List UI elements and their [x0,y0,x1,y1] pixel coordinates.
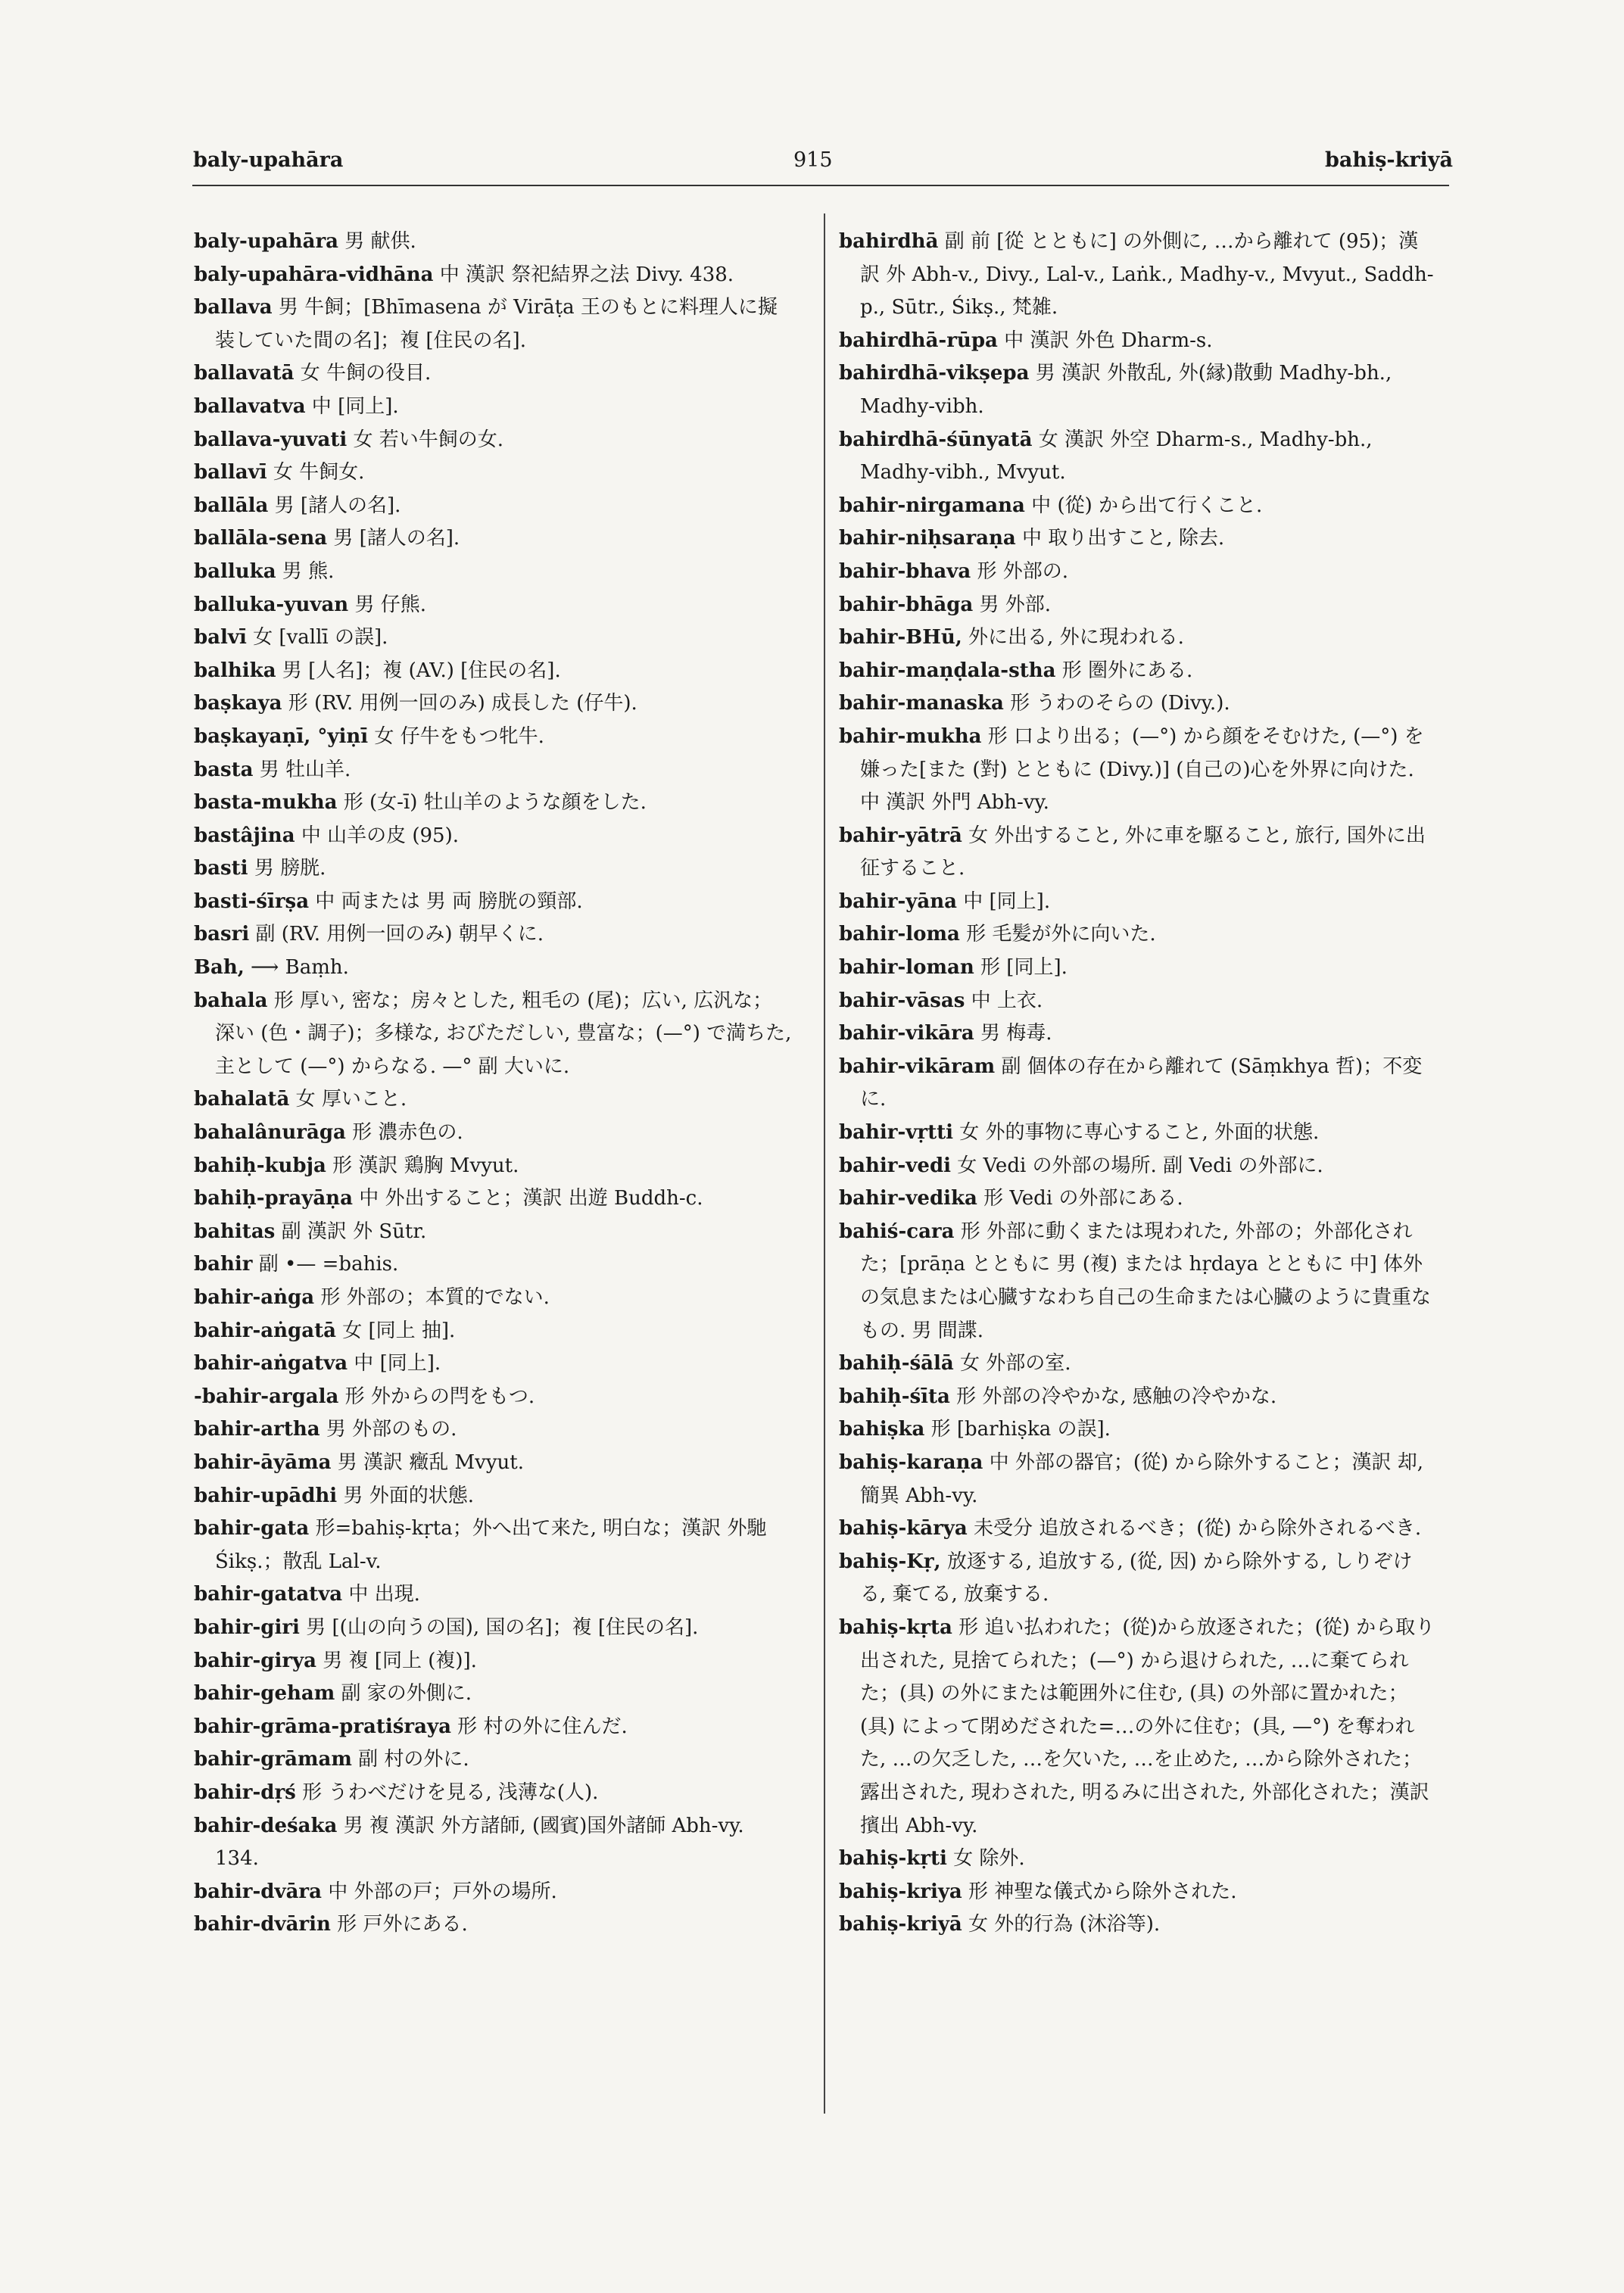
headword: bahiṣ-karaṇa [839,1450,983,1474]
headword: bahir-artha [194,1418,320,1441]
definition: 女 外出すること, 外に車を駆ること, 旅行, 国外に出征すること. [860,824,1426,880]
dictionary-entry [839,820,1437,886]
headword: balluka-yuvan [194,593,349,616]
headword: bahir-bhāga [839,593,974,616]
dictionary-entry [194,1083,792,1117]
headword: bahiṣ-kriya [839,1880,962,1903]
definition: 副 漢訳 外 Sūtr. [275,1220,427,1243]
dictionary-entry [839,1843,1437,1876]
headword: balluka [194,559,276,583]
headword: bahirdhā-śūnyatā [839,428,1033,451]
definition: 形 毛髪が外に向いた. [959,923,1156,946]
definition: 形 (女-ī) 牡山羊のような顔をした. [337,791,647,815]
headword: bahiḥ-kubja [194,1154,326,1177]
definition: 副 村の外に. [351,1748,469,1771]
dictionary-entry [839,1017,1437,1051]
headword: bahir-vāsas [839,989,965,1012]
dictionary-entry [839,985,1437,1018]
headword: bahir-gatatva [194,1583,343,1606]
dictionary-entry [194,556,792,589]
definition: 中 外部の戸；戸外の場所. [321,1880,557,1903]
headword: bahiś-cara [839,1220,955,1243]
headword: Bah, [194,956,245,980]
headword: basta [194,758,254,781]
headword: ballavatva [194,394,306,418]
headword: bahirdhā [839,230,939,253]
dictionary-entry [194,357,792,391]
dictionary-entry [839,522,1437,556]
definition: 女 牛飼の役目. [294,362,432,385]
definition: 女 仔牛をもつ牝牛. [368,724,544,748]
dictionary-entry [839,1908,1437,1942]
headword: ballava-yuvati [194,428,348,451]
dictionary-entry [194,490,792,523]
definition: 副 (RV. 用例一回のみ) 朝早くに. [249,923,544,946]
definition: 男 牛飼；[Bhīmasena が Virāṭa 王のもとに料理人に擬装していた間の名]；複 [住民の名]. [215,296,778,352]
definition: 男 膀胱. [248,857,326,880]
dictionary-entry [194,226,792,259]
headword: bahir-aṅgatva [194,1352,348,1375]
definition: 形 外部の冷やかな, 感触の冷やかな. [949,1385,1277,1408]
definition: 男 外面的状態. [337,1484,474,1507]
definition: 形 [barhiṣka の誤]. [924,1418,1111,1441]
dictionary-entry [194,886,792,919]
headword: bahir-grāma-pratiśraya [194,1715,451,1738]
headword: baly-upahāra-vidhāna [194,263,434,286]
headword: basti-śīrṣa [194,889,310,913]
headword: bahiṣ-kṛta [839,1615,952,1639]
definition: 形 厚い, 密な；房々とした, 粗毛の (尾)；広い, 広汎な；深い (色・調子)；多様な, おびただしい, 豊富な；(—°) で満ちた, 主として (—°) からなる. —° 副 大いに. [215,989,792,1078]
definition: 副 前 [從 とともに] の外側に, …から離れて (95)；漢訳 外 Abh-v., Divy., Lal-v., Laṅk., Madhy-v., Mvyut., Saddh-p., Sūtr., Śikṣ., 梵雑. [860,230,1434,319]
dictionary-entry [194,1182,792,1216]
dictionary-entry [194,1347,792,1381]
definition: 形 神聖な儀式から除外された. [962,1880,1237,1903]
definition: 形 圏外にある. [1055,659,1193,682]
definition: 男 [(山の向うの国), 国の名]；複 [住民の名]. [299,1615,699,1639]
definition: 男 牡山羊. [253,758,351,781]
dictionary-entry [839,687,1437,721]
dictionary-entry [839,1546,1437,1612]
headword: bahir-dṛś [194,1781,296,1804]
dictionary-entry [194,1612,792,1645]
definition: 形 外部に動くまたは現われた, 外部の；外部化された；[prāṇa とともに 男 (複) または hṛdaya とともに 中] 体外の気息または心臓すなわち自己の生命または心臓のように貴重なもの. 男 間諜. [860,1220,1432,1342]
definition: 中 [同上]. [957,889,1051,913]
dictionary-entry [194,1578,792,1612]
headword: bahir-vedi [839,1154,952,1177]
headword: bahir-giri [194,1615,300,1639]
dictionary-entry [839,357,1437,423]
headword: baṣkayaṇī, °yiṇī [194,724,369,748]
dictionary-entry [194,754,792,787]
headword: bahiṣ-kṛti [839,1847,947,1871]
headword: bahir-bhava [839,559,971,583]
running-head-right: bahiṣ-kriyā [1324,148,1453,172]
dictionary-entry [194,1908,792,1942]
headword: bahir-manaska [839,692,1004,715]
headword: bahir-vedika [839,1187,977,1210]
dictionary-entry [194,259,792,292]
definition: 形 戸外にある. [330,1913,468,1936]
dictionary-entry [839,1150,1437,1183]
definition: 形 濃赤色の. [345,1121,463,1145]
headword: bahiḥ-śīta [839,1385,950,1408]
dictionary-entry [839,1117,1437,1150]
dictionary-entry [194,1248,792,1282]
definition: 中 漢訳 祭祀結界之法 Divy. 438. [433,263,734,286]
dictionary-entry [194,622,792,655]
dictionary-entry [194,655,792,688]
headword: bastâjina [194,824,295,847]
headword: bahir-yāna [839,889,957,913]
definition: 副 個体の存在から離れて (Sāṃkhya 哲)；不変に. [860,1055,1423,1111]
headword: bahir-loman [839,956,974,980]
definition: 女 外部の室. [953,1352,1071,1375]
definition: 中 (從) から出て行くこと. [1024,494,1263,517]
dictionary-entry [839,424,1437,490]
dictionary-entry [194,1282,792,1315]
headword: bahir-upādhi [194,1484,338,1507]
definition: 女 Vedi の外部の場所. 副 Vedi の外部に. [951,1154,1323,1177]
definition: 男 [人名]；複 (AV.) [住民の名]. [276,659,561,682]
dictionary-entry [194,1216,792,1249]
headword: bahiṣ-kriyā [839,1913,962,1936]
headword: bahalânurāga [194,1121,346,1145]
dictionary-entry [194,1150,792,1183]
dictionary-entry [194,1447,792,1480]
dictionary-entry [194,918,792,952]
dictionary-entry [839,1447,1437,1513]
headword: bahir [194,1253,253,1276]
definition: 男 [諸人の名]. [327,527,460,550]
dictionary-entry [194,1513,792,1578]
definition: 中 [同上]. [305,394,399,418]
definition: 女 [同上 抽]. [335,1319,456,1342]
definition: 男 複 漢訳 外方諸師, (國賓)国外諸師 Abh-vy. 134. [215,1814,744,1871]
headword: bahir-āyāma [194,1450,332,1474]
headword: bahiṣ-Kṛ, [839,1550,941,1573]
headword: bahir-aṅga [194,1286,315,1309]
dictionary-entry [839,589,1437,622]
dictionary-entry [194,787,792,820]
headword: bahir-mukha [839,724,982,748]
headword: bahala [194,989,268,1012]
dictionary-entry [839,325,1437,358]
dictionary-entry [194,1413,792,1447]
headword: bahir-grāmam [194,1748,352,1771]
headword: bahiṣka [839,1418,925,1441]
headword: basti [194,857,248,880]
headword: bahir-deśaka [194,1814,338,1837]
headword: basri [194,923,250,946]
definition: 形 (RV. 用例一回のみ) 成長した (仔牛). [282,692,637,715]
dictionary-entry [839,1612,1437,1843]
dictionary-entry [839,952,1437,985]
definition: 形 外部の；本質的でない. [314,1286,550,1309]
headword: bahir-vikāram [839,1055,996,1078]
headword: bahir-vikāra [839,1022,974,1045]
headword: bahir-dvāra [194,1880,322,1903]
definition: 形 うわべだけを見る, 浅薄な(人). [295,1781,599,1804]
dictionary-entry [194,721,792,754]
headword: baṣkaya [194,692,282,715]
definition: 中 外出すること；漢訳 出遊 Buddh-c. [352,1187,703,1210]
definition: 男 仔熊. [348,593,427,616]
definition: 未受分 追放されるべき；(從) から除外されるべき. [967,1517,1422,1541]
headword: ballava [194,296,273,319]
dictionary-entry [194,391,792,424]
headword: bahir-maṇḍala-stha [839,659,1056,682]
definition: 男 梅毒. [974,1022,1052,1045]
definition: 副 家の外側に. [335,1682,472,1706]
headword: bahir-geham [194,1682,335,1706]
headword: bahir-gata [194,1517,310,1541]
dictionary-entry [194,1381,792,1414]
headword: bahiṣ-kārya [839,1517,968,1541]
definition: 女 牛飼女. [267,461,365,484]
headword: -bahir-argala [194,1385,339,1408]
dictionary-entry [194,456,792,490]
dictionary-entry [194,1711,792,1744]
definition: 形 外からの閂をもつ. [338,1385,535,1408]
dictionary-entry [194,1777,792,1810]
headword: bahir-BHū, [839,626,962,650]
definition: 外に出る, 外に現われる. [962,626,1184,650]
definition: 中 [同上]. [348,1352,441,1375]
headword: ballavī [194,461,267,484]
dictionary-entry [839,622,1437,655]
page-number: 915 [793,148,833,172]
definition: 男 漢訳 外散乱, 外(縁)散動 Madhy-bh., Madhy-vibh. [860,362,1392,418]
headword: balvī [194,626,247,650]
definition: 形 [同上]. [974,956,1068,980]
dictionary-entry [194,820,792,853]
dictionary-entry [194,1678,792,1711]
definition: 中 外部の器官；(從) から除外すること；漢訳 却, 簡異 Abh-vy. [860,1450,1424,1507]
dictionary-entry [839,721,1437,820]
headword: bahiḥ-śālā [839,1352,954,1375]
definition: 女 漢訳 外空 Dharm-s., Madhy-bh., Madhy-vibh., Mvyut. [860,428,1373,484]
dictionary-entry [194,1480,792,1513]
definition: 女 除外. [946,1847,1025,1871]
headword: bahir-yātrā [839,824,962,847]
headword: basta-mukha [194,791,338,815]
dictionary-entry [194,589,792,622]
dictionary-entry [194,1645,792,1678]
definition: 女 外的事物に専心すること, 外面的状態. [953,1121,1320,1145]
dictionary-entry [839,1876,1437,1909]
definition: 中 漢訳 外色 Dharm-s. [997,329,1213,352]
definition: 男 献供. [338,230,416,253]
definition: 形 漢訳 鶏胸 Mvyut. [326,1154,519,1177]
dictionary-entry [194,1117,792,1150]
dictionary-entry [839,1216,1437,1347]
definition: 男 外部. [973,593,1052,616]
definition: 男 [諸人の名]. [268,494,401,517]
headword: bahir-dvārin [194,1913,331,1936]
definition: 形=bahiṣ-kṛta；外へ出て来た, 明白な；漢訳 外馳 Śikṣ.；散乱 Lal-v. [215,1517,767,1573]
column-divider [824,213,825,2114]
definition: 形 Vedi の外部にある. [977,1187,1183,1210]
dictionary-entry [839,886,1437,919]
headword: ballāla [194,494,269,517]
definition: 男 漢訳 癥乱 Mvyut. [331,1450,524,1474]
dictionary-entry [194,1876,792,1909]
dictionary-entry [839,490,1437,523]
definition: 男 複 [同上 (複)]. [316,1649,477,1672]
dictionary-entry [839,1381,1437,1414]
definition: 女 [vallī の誤]. [246,626,388,650]
dictionary-entry [839,556,1437,589]
dictionary-entry [839,1051,1437,1117]
dictionary-entry [194,1743,792,1777]
headword: ballāla-sena [194,527,328,550]
definition: 男 外部のもの. [320,1418,457,1441]
definition: 形 口より出る；(—°) から顔をそむけた, (—°) を嫌った[また (對) とともに (Divy.)] (自己の)心を外界に向けた. 中 漢訳 外門 Abh-vy. [860,724,1424,815]
headword: baly-upahāra [194,230,339,253]
headword: bahirdhā-vikṣepa [839,362,1030,385]
headword: bahir-nirgamana [839,494,1025,517]
dictionary-entry [194,852,792,886]
definition: 中 取り出すこと, 除去. [1015,527,1225,550]
definition: 放逐する, 追放する, (從, 因) から除外する, しりぞける, 棄てる, 放棄する. [860,1550,1413,1606]
running-head-left: baly-upahāra [193,148,344,172]
definition: 形 外部の. [971,559,1068,583]
headword: bahir-vṛtti [839,1121,953,1145]
definition: 中 上衣. [965,989,1043,1012]
dictionary-entry [194,522,792,556]
dictionary-entry [839,1413,1437,1447]
left-column [194,226,792,1942]
headword: bahirdhā-rūpa [839,329,998,352]
dictionary-entry [194,1315,792,1348]
dictionary-entry [194,687,792,721]
dictionary-entry [839,1182,1437,1216]
headword: bahir-aṅgatā [194,1319,336,1342]
definition: 女 厚いこと. [289,1088,407,1111]
right-column [839,226,1437,1942]
headword: bahir-niḥsaraṇa [839,527,1016,550]
definition: ⟶ Baṃh. [244,956,349,980]
headword: bahiḥ-prayāṇa [194,1187,353,1210]
dictionary-entry [194,1810,792,1876]
definition: 女 若い牛飼の女. [347,428,504,451]
definition: 副 •— =bahis. [252,1253,399,1276]
dictionary-entry [194,291,792,357]
header-rule [192,185,1449,186]
definition: 形 村の外に住んだ. [450,1715,628,1738]
dictionary-entry [194,424,792,457]
dictionary-entry [839,226,1437,325]
definition: 中 山羊の皮 (95). [295,824,459,847]
definition: 女 外的行為 (沐浴等). [962,1913,1161,1936]
headword: bahalatā [194,1088,290,1111]
dictionary-entry [194,952,792,985]
headword: bahir-loma [839,923,960,946]
dictionary-entry [839,1347,1437,1381]
definition: 中 出現. [342,1583,420,1606]
definition: 中 両または 男 両 膀胱の頸部. [309,889,583,913]
definition: 形 追い払われた；(從)から放逐された；(從) から取り出された, 見捨てられた；(—°) から退けられた, …に棄てられた；(具) の外にまたは範囲外に住む, (具) の外部に置かれた；(具) によって閉めだされた=…の外に住む；(具, —°) を奪われた, …の欠乏した, …を欠いた, …を止めた, …から除外された；露出された, 現わされた, 明るみに出された, 外部化された；漢訳 擯出 Abh-vy. [860,1615,1435,1837]
dictionary-entry [839,918,1437,952]
dictionary-entry [194,985,792,1084]
headword: bahitas [194,1220,276,1243]
definition: 形 うわのそらの (Divy.). [1003,692,1230,715]
headword: bahir-girya [194,1649,317,1672]
dictionary-entry [839,1513,1437,1546]
definition: 男 熊. [276,559,335,583]
headword: balhika [194,659,276,682]
dictionary-entry [839,655,1437,688]
headword: ballavatā [194,362,295,385]
